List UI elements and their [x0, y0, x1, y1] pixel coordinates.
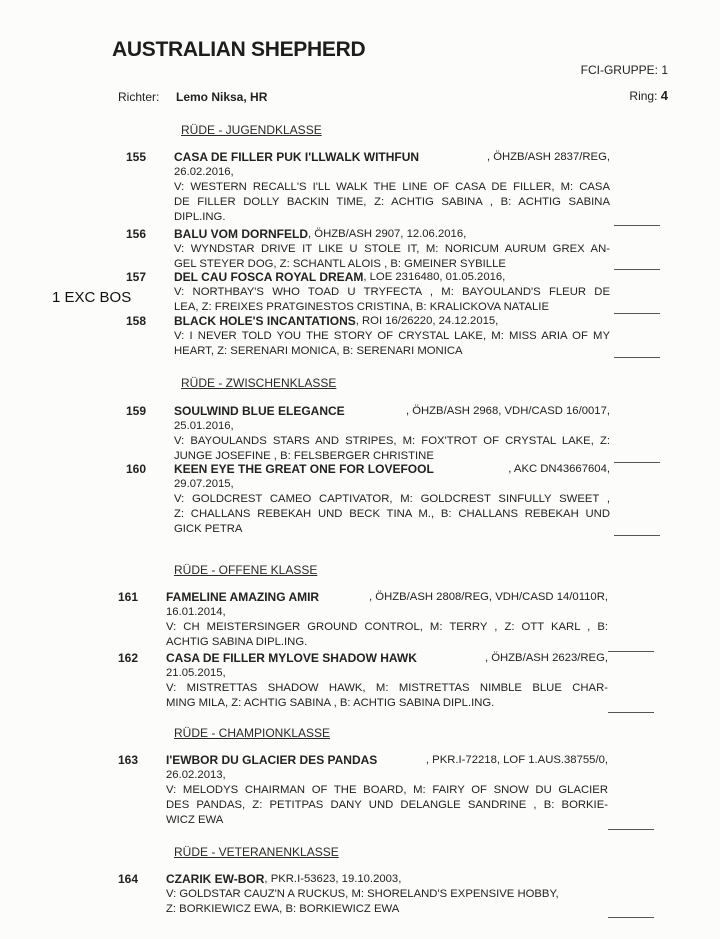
- section-zwischenklasse: RÜDE - ZWISCHENKLASSE: [181, 376, 337, 390]
- entry-line: V: CH MEISTERSINGER GROUND CONTROL, M: TERRY , Z: OTT KARL , B:: [166, 621, 608, 633]
- registration: , PKR.I-53623, 19.10.2003,: [264, 873, 402, 885]
- dog-name: SOULWIND BLUE ELEGANCE: [174, 404, 345, 418]
- score-line: [614, 462, 660, 463]
- entry-line: V: MELODYS CHAIRMAN OF THE BOARD, M: FAIRY OF SNOW DU GLACIER: [166, 784, 608, 796]
- registration: , PKR.I-72218, LOF 1.AUS.38755/0,: [425, 754, 608, 766]
- score-line: [614, 313, 660, 314]
- registration: , AKC DN43667604,: [508, 463, 610, 475]
- entry-line: V: GOLDSTAR CAUZ'N A RUCKUS, M: SHORELAND'S EXPENSIVE HOBBY,: [166, 888, 559, 900]
- entry-line: DIPL.ING.: [174, 211, 226, 223]
- entry-line: V: WYNDSTAR DRIVE IT LIKE U STOLE IT, M: NORICUM AURUM GREX AN-: [174, 243, 610, 255]
- entry-line: V: MISTRETTAS SHADOW HAWK, M: MISTRETTAS NIMBLE BLUE CHAR-: [166, 682, 608, 694]
- entry-line: GEL STEYER DOG, Z: SCHANTL ALOIS , B: GMEINER SYBILLE: [174, 258, 506, 270]
- entry-line: DES PANDAS, Z: PETITPAS DANY UND DELANGLE SANDRINE , B: BORKIE-: [166, 799, 608, 811]
- score-line: [614, 357, 660, 358]
- richter-label: Richter:: [118, 90, 160, 104]
- entry-line: 16.01.2014,: [166, 606, 226, 618]
- entry-number: 157: [126, 270, 147, 284]
- entry-line: 21.05.2015,: [166, 667, 226, 679]
- entry-line: LEA, Z: FREIXES PRATGINESTOS CRISTINA, B: KRALICKOVA NATALIE: [174, 301, 549, 313]
- entry-line: V: BAYOULANDS STARS AND STRIPES, M: FOX'TROT OF CRYSTAL LAKE, Z:: [174, 435, 610, 447]
- dog-name: I'EWBOR DU GLACIER DES PANDAS: [166, 753, 378, 767]
- score-line: [608, 917, 654, 918]
- ring-label: Ring:: [629, 89, 658, 103]
- registration: , ÖHZB/ASH 2968, VDH/CASD 16/0017,: [405, 405, 610, 417]
- entry-line: ACHTIG SABINA DIPL.ING.: [166, 636, 308, 648]
- entry-line: V: I NEVER TOLD YOU THE STORY OF CRYSTAL LAKE, M: MISS ARIA OF MY: [174, 330, 610, 342]
- dog-name: FAMELINE AMAZING AMIR: [166, 590, 320, 604]
- entry-number: 155: [126, 150, 147, 164]
- dog-name: CASA DE FILLER MYLOVE SHADOW HAWK: [166, 651, 417, 665]
- section-jugendklasse: RÜDE - JUGENDKLASSE: [181, 123, 322, 137]
- award-note: 1 EXC BOS: [52, 289, 132, 306]
- section-offene-klasse: RÜDE - OFFENE KLASSE: [174, 563, 318, 577]
- entry-160: [126, 462, 610, 537]
- section-veteranenklasse: RÜDE - VETERANENKLASSE: [174, 845, 339, 859]
- entry-164: [118, 872, 608, 917]
- score-line: [614, 269, 660, 270]
- registration: , ÖHZB/ASH 2623/REG,: [484, 652, 608, 664]
- entry-line: 29.07.2015,: [174, 478, 234, 490]
- entry-line: DE FILLER DOLLY BACKIN TIME, Z: ACHTIG SABINA , B: ACHTIG SABINA: [174, 196, 610, 208]
- entry-line: V: GOLDCREST CAMEO CAPTIVATOR, M: GOLDCREST SINFULLY SWEET ,: [174, 493, 610, 505]
- entry-line: MING MILA, Z: ACHTIG SABINA , B: ACHTIG SABINA DIPL.ING.: [166, 697, 495, 709]
- registration: , ÖHZB/ASH 2837/REG,: [486, 151, 610, 163]
- entry-162: [118, 651, 608, 711]
- dog-name: BLACK HOLE'S INCANTATIONS: [174, 314, 356, 328]
- score-line: [608, 829, 654, 830]
- entry-line: 26.02.2013,: [166, 769, 226, 781]
- entry-line: Z: CHALLANS REBEKAH UND BECK TINA M., B: CHALLANS REBEKAH UND: [174, 508, 610, 520]
- dog-name: CASA DE FILLER PUK I'LLWALK WITHFUN: [174, 150, 420, 164]
- ring-number: 4: [660, 88, 668, 103]
- entry-159: [126, 404, 610, 464]
- entry-157: [126, 270, 610, 315]
- score-line: [608, 712, 654, 713]
- entry-155: [126, 150, 610, 225]
- entry-line: WICZ EWA: [166, 814, 224, 826]
- entry-number: 158: [126, 314, 147, 328]
- richter-name: Lemo Niksa, HR: [176, 90, 268, 104]
- dog-name: DEL CAU FOSCA ROYAL DREAM: [174, 270, 364, 284]
- registration: , ÖHZB/ASH 2907, 12.06.2016,: [308, 228, 467, 240]
- entry-line: JUNGE JOSEFINE , B: FELSBERGER CHRISTINE: [174, 450, 434, 462]
- registration: , ROI 16/26220, 24.12.2015,: [355, 315, 499, 327]
- entry-number: 161: [118, 590, 139, 604]
- fci-group: FCI-GRUPPE: 1: [580, 63, 668, 77]
- entry-line: HEART, Z: SERENARI MONICA, B: SERENARI MONICA: [174, 345, 463, 357]
- dog-name: KEEN EYE THE GREAT ONE FOR LOVEFOOL: [174, 462, 434, 476]
- section-championklasse: RÜDE - CHAMPIONKLASSE: [174, 726, 331, 740]
- entry-line: GICK PETRA: [174, 523, 243, 535]
- entry-number: 162: [118, 651, 139, 665]
- ring-info: [629, 88, 668, 103]
- entry-163: [118, 753, 608, 828]
- registration: , LOE 2316480, 01.05.2016,: [363, 271, 506, 283]
- dog-name: BALU VOM DORNFELD: [174, 227, 308, 241]
- entry-number: 159: [126, 404, 147, 418]
- entry-line: 26.02.2016,: [174, 166, 234, 178]
- registration: , ÖHZB/ASH 2808/REG, VDH/CASD 14/0110R,: [369, 591, 608, 603]
- score-line: [614, 535, 660, 536]
- entry-number: 163: [118, 753, 139, 767]
- entry-156: [126, 227, 610, 272]
- entry-line: V: WESTERN RECALL'S I'LL WALK THE LINE OF CASA DE FILLER, M: CASA: [174, 181, 610, 193]
- page-title: AUSTRALIAN SHEPHERD: [112, 38, 366, 61]
- entry-line: Z: BORKIEWICZ EWA, B: BORKIEWICZ EWA: [166, 903, 400, 915]
- entry-number: 164: [118, 872, 139, 886]
- entry-number: 156: [126, 227, 147, 241]
- score-line: [608, 651, 654, 652]
- score-line: [614, 225, 660, 226]
- entry-161: [118, 590, 608, 650]
- dog-name: CZARIK EW-BOR: [166, 872, 265, 886]
- entry-line: V: NORTHBAY'S WHO TOAD U TRYFECTA , M: BAYOULAND'S FLEUR DE: [174, 286, 610, 298]
- entry-158: [126, 314, 610, 359]
- entry-number: 160: [126, 462, 147, 476]
- entry-line: 25.01.2016,: [174, 420, 234, 432]
